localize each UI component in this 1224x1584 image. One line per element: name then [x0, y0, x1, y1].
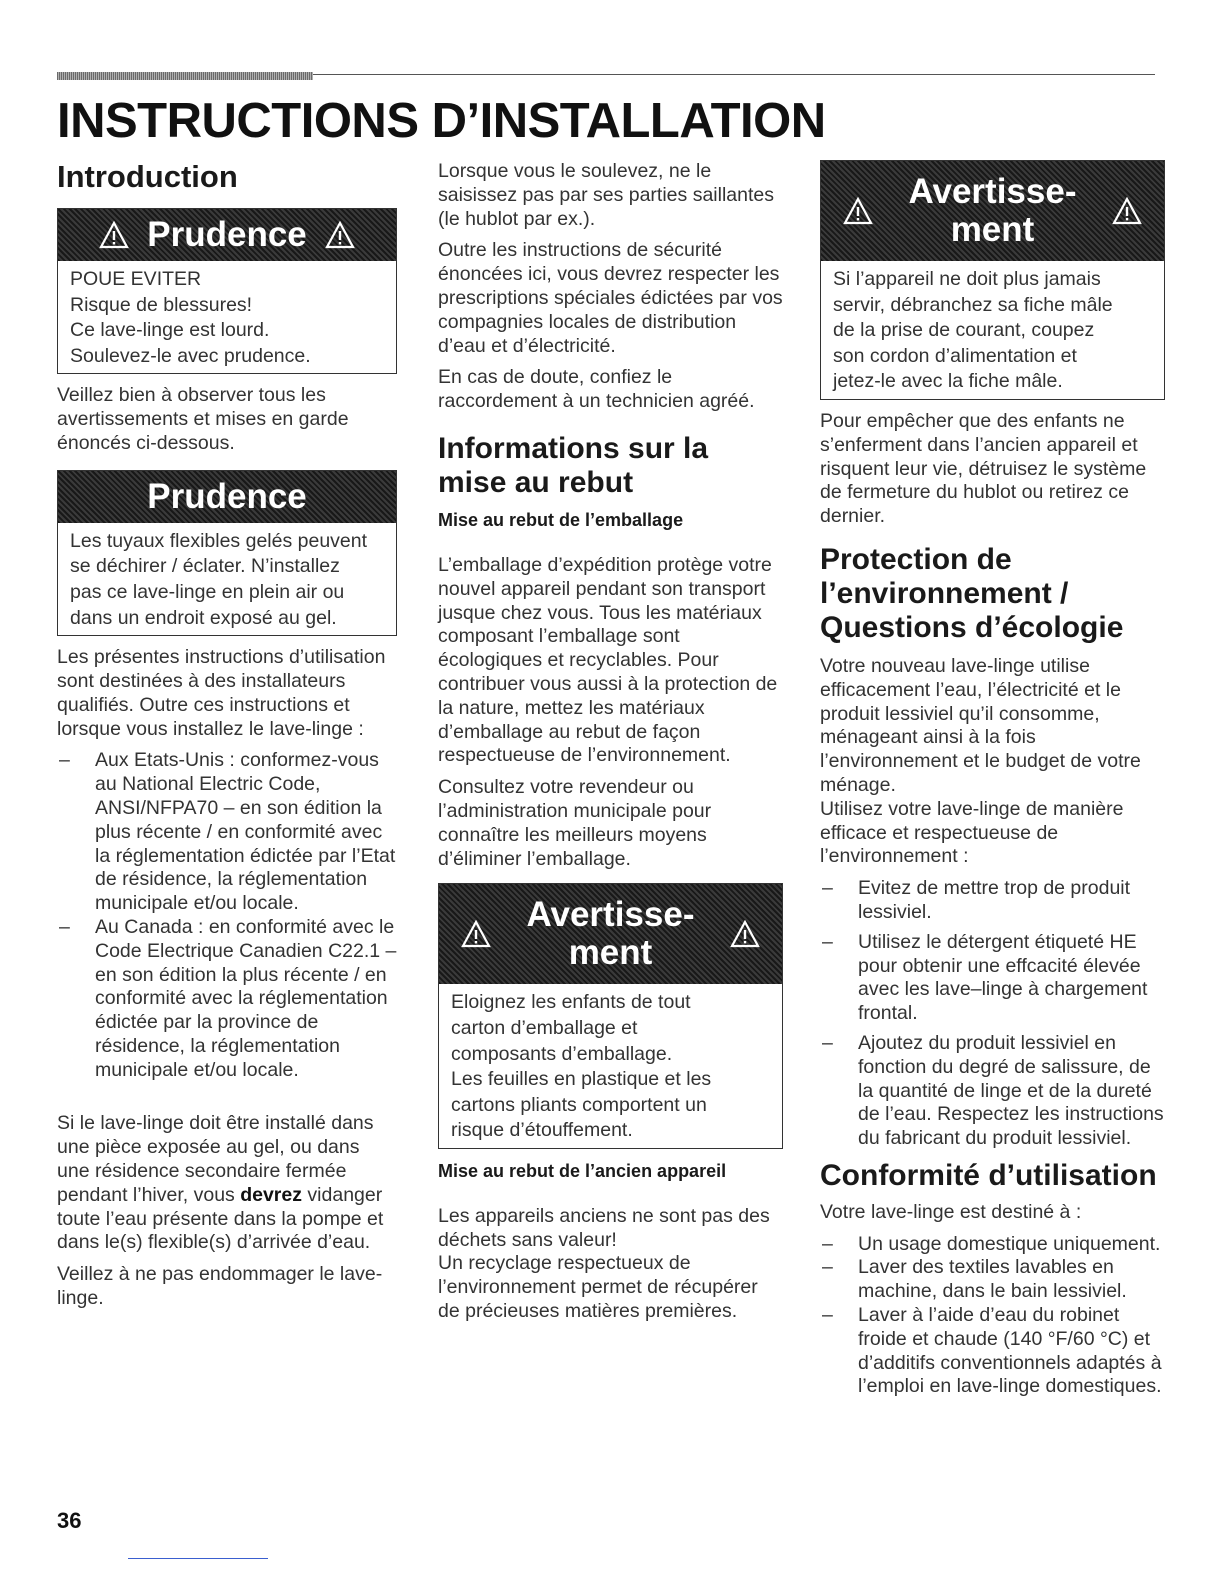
paragraph: Lorsque vous le soulevez, ne le saisissez pas par ses parties saillantes (le hublot par ex.).: [438, 160, 774, 230]
warning-triangle-icon: [843, 197, 873, 225]
paragraph: Consultez votre revendeur ou l’administration municipale pour connaître les meilleurs moyens d’éliminer l’emballage.: [438, 776, 712, 870]
caution-line: dans un endroit exposé au gel.: [70, 606, 337, 629]
caution-box-frozen-hoses: [57, 470, 397, 636]
list-item: – Utilisez le détergent étiqueté HE pour obtenir une effcacité élevée avec les lave–linge à chargement frontal.: [820, 931, 1165, 1026]
caution-line: se déchirer / éclater. N’installez: [70, 555, 340, 578]
warning-line: son cordon d’alimentation et: [833, 344, 1077, 367]
paragraph: Pour empêcher que des enfants ne s’enferment dans l’ancien appareil et risquent leur vie, détruisez le système de fermeture du hublot ou retirez ce dernier.: [820, 409, 1147, 528]
emphasis-devrez: devrez: [240, 1183, 302, 1206]
caution-title: Prudence: [147, 215, 307, 254]
old-appliance-subheading: Mise au rebut de l’ancien appareil: [438, 1160, 727, 1181]
warning-line: de la prise de courant, coupez: [833, 319, 1095, 342]
warning-box-packaging: [438, 883, 783, 1149]
warning-title-line: ment: [568, 933, 653, 973]
caution-line: Risque de blessures!: [70, 293, 253, 316]
warning-triangle-icon: [730, 920, 760, 948]
warning-title: [909, 173, 1077, 249]
warning-line: Si l’appareil ne doit plus jamais: [833, 268, 1101, 290]
page-number: 36: [57, 1508, 82, 1533]
caution-box-lifting: [57, 208, 397, 374]
conformity-list: [820, 1233, 1165, 1400]
column-middle: [438, 160, 783, 1332]
warning-line: carton d’emballage et: [451, 1016, 638, 1039]
caution-title: Prudence: [147, 476, 307, 516]
warning-title-line: ment: [950, 210, 1035, 249]
warning-box-old-appliance: [820, 160, 1165, 400]
warning-triangle-icon: [461, 920, 491, 948]
paragraph: Outre les instructions de sécurité énoncées ici, vous devrez respecter les prescriptions spéciales édictées par vos compagnies locales de distribution d’eau et d’électricité.: [438, 239, 783, 357]
caution-line: Ce lave-linge est lourd.: [70, 319, 270, 342]
caution-body: [58, 261, 396, 373]
warning-body: [821, 261, 1164, 399]
caution-line: Les tuyaux flexibles gelés peuvent: [70, 529, 368, 552]
warning-line: jetez-le avec la fiche mâle.: [833, 370, 1063, 393]
warning-line: servir, débranchez sa fiche mâle: [833, 293, 1113, 316]
conformity-heading: Conformité d’utilisation: [820, 1158, 1157, 1192]
text-fragment: vidanger toute l’eau présente dans la pompe et dans le(s) flexible(s) d’arrivée d’eau.: [57, 1183, 384, 1254]
introduction-heading: Introduction: [57, 159, 238, 194]
paragraph: Votre lave-linge est destiné à :: [820, 1200, 1082, 1223]
text-fragment: Si le lave-linge doit être installé dans une pièce exposée au gel, ou dans une résidence secondaire fermée pendant l’hiver, vous: [57, 1112, 374, 1206]
list-item: – Laver des textiles lavables en machine, dans le bain lessiviel.: [820, 1256, 1165, 1304]
list-item: – Evitez de mettre trop de produit lessiviel.: [820, 877, 1165, 925]
paragraph: Veillez bien à observer tous les avertissements et mises en garde énoncés ci-dessous.: [57, 384, 349, 454]
warning-header: [821, 161, 1164, 261]
paragraph: Veillez à ne pas endommager le lave-linge.: [57, 1263, 383, 1310]
warning-line: risque d’étouffement.: [451, 1119, 633, 1142]
warning-line: Eloignez les enfants de tout: [451, 991, 691, 1014]
paragraph: Les appareils anciens ne sont pas des déchets sans valeur!: [438, 1204, 770, 1251]
top-accent-bar: [57, 72, 313, 80]
environment-heading: Protection de l’environnement / Questions d’écologie: [820, 542, 1124, 644]
list-item: – Un usage domestique uniquement.: [820, 1233, 1165, 1257]
disposal-heading: Informations sur la mise au rebut: [438, 431, 709, 499]
page-title: INSTRUCTIONS D’INSTALLATION: [57, 94, 826, 148]
paragraph-frost: [57, 1112, 397, 1255]
caution-body: [58, 523, 396, 635]
warning-line: composants d’emballage.: [451, 1042, 673, 1065]
warning-header: [439, 884, 782, 984]
warning-line: Les feuilles en plastique et les: [451, 1068, 712, 1091]
paragraph: Un recyclage respectueux de l’environnement permet de récupérer de précieuses matières premières.: [438, 1252, 758, 1323]
paragraph: L’emballage d’expédition protège votre nouvel appareil pendant son transport jusque chez vous. Tous les matériaux composant l’emballage sont écologiques et recyclables. Pour contribuer vous aussi à la protection de la nature, mettez les matériaux d’emballage au rebut de façon respectueuse de l’environnement.: [438, 553, 778, 767]
environment-list: [820, 877, 1165, 1151]
regulation-list: [57, 749, 397, 1082]
caution-line: Soulevez-le avec prudence.: [70, 344, 311, 367]
caution-header: [58, 209, 396, 261]
warning-title-line: Avertisse-: [526, 895, 695, 935]
paragraph: Les présentes instructions d’utilisation sont destinées à des installateurs qualifiés. Outre ces instructions et lorsque vous installez le lave-linge :: [57, 646, 386, 740]
column-left: [57, 160, 397, 1319]
list-item: – Ajoutez du produit lessiviel en fonction du degré de salissure, de la quantité de linge et de la dureté de l’eau. Respectez les instructions du fabricant du produit lessiviel.: [820, 1032, 1165, 1151]
caution-line: POUE EVITER: [70, 268, 202, 290]
warning-triangle-icon: [99, 221, 129, 249]
warning-triangle-icon: [325, 221, 355, 249]
paragraph: Votre nouveau lave-linge utilise efficacement l’eau, l’électricité et le produit lessiviel qu’il consomme, ménageant ainsi à la fois l’environnement et le budget de votre ménage.: [820, 654, 1141, 796]
bottom-rule: [128, 1558, 268, 1559]
column-right: [820, 160, 1165, 1407]
warning-triangle-icon: [1112, 197, 1142, 225]
caution-line: pas ce lave-linge en plein air ou: [70, 580, 345, 603]
packaging-subheading: Mise au rebut de l’emballage: [438, 509, 684, 530]
warning-title-line: Avertisse-: [908, 172, 1077, 211]
list-item: – Aux Etats-Unis : conformez-vous au National Electric Code, ANSI/NFPA70 – en son édition la plus récente / en conformité avec la réglementation édictée par l’Etat de résidence, la réglementation municipale et/ou locale.: [57, 749, 397, 916]
warning-body: [439, 984, 782, 1148]
list-item: – Au Canada : en conformité avec le Code Electrique Canadien C22.1 – en son édition la plus récente / en conformité avec la réglementation édictée par la province de résidence, la réglementation municipale et/ou locale.: [57, 916, 397, 1083]
warning-title: [527, 896, 695, 972]
caution-header: [58, 471, 396, 523]
list-item: – Laver à l’aide d’eau du robinet froide et chaude (140 °F/60 °C) et d’additifs conventionnels adaptés à l’emploi en lave-linge domestiques.: [820, 1304, 1165, 1399]
paragraph: En cas de doute, confiez le raccordement à un technicien agréé.: [438, 366, 755, 413]
paragraph: Utilisez votre lave-linge de manière efficace et respectueuse de l’environnement :: [820, 797, 1124, 868]
warning-line: cartons pliants comportent un: [451, 1093, 707, 1116]
